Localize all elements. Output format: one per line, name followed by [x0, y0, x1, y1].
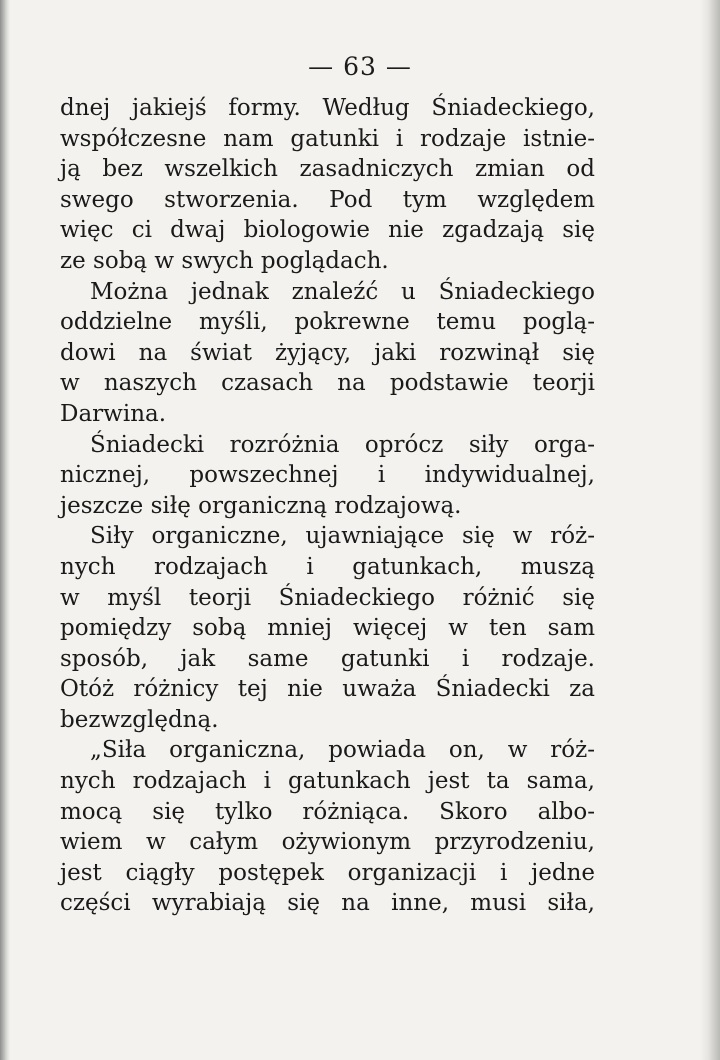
text-line: pomiędzy sobą mniej więcej w ten sam — [60, 615, 595, 642]
text-line: Śniadecki rozróżnia oprócz siły orga- — [90, 431, 595, 458]
text-line: sposób, jak same gatunki i rodzaje. — [60, 645, 595, 672]
text-line: wiem w całym ożywionym przyrodzeniu, — [60, 829, 595, 856]
text-line: nych rodzajach i gatunkach, muszą — [60, 553, 595, 580]
text-line: oddzielne myśli, pokrewne temu poglą- — [60, 309, 595, 336]
text-line: w naszych czasach na podstawie teorji — [60, 370, 595, 397]
text-line: więc ci dwaj biologowie nie zgadzają się — [60, 217, 595, 244]
text-line: współczesne nam gatunki i rodzaje istnie- — [60, 125, 595, 152]
text-line: Siły organiczne, ujawniające się w róż- — [90, 523, 595, 550]
text-line: nych rodzajach i gatunkach jest ta sama, — [60, 768, 595, 795]
text-line: ją bez wszelkich zasadniczych zmian od — [60, 156, 595, 183]
text-line: „Siła organiczna, powiada on, w róż- — [90, 737, 595, 764]
text-line: swego stworzenia. Pod tym względem — [60, 186, 595, 213]
page-number-header: — 63 — — [308, 52, 412, 81]
text-line: ze sobą w swych poglądach. — [60, 247, 389, 274]
page-edge-right-shadow — [700, 0, 720, 1060]
page-edge-left-shadow — [0, 0, 10, 1060]
text-line: dnej jakiejś formy. Według Śniadeckiego, — [60, 95, 595, 121]
text-line: mocą się tylko różniąca. Skoro albo- — [60, 798, 595, 825]
text-line: w myśl teorji Śniadeckiego różnić się — [60, 584, 595, 611]
text-line: Darwina. — [60, 400, 167, 427]
text-line: części wyrabiają się na inne, musi siła, — [60, 890, 595, 917]
text-line: bezwzględną. — [60, 706, 219, 733]
text-line: jeszcze siłę organiczną rodzajową. — [60, 492, 462, 519]
text-line: dowi na świat żyjący, jaki rozwinął się — [60, 339, 595, 366]
text-line: Otóż różnicy tej nie uważa Śniadecki za — [60, 676, 595, 703]
text-line: Można jednak znaleźć u Śniadeckiego — [90, 278, 595, 305]
body-text — [60, 93, 595, 919]
text-line: nicznej, powszechnej i indywidualnej, — [60, 462, 595, 489]
text-line: jest ciągły postępek organizacji i jedne — [60, 859, 595, 886]
